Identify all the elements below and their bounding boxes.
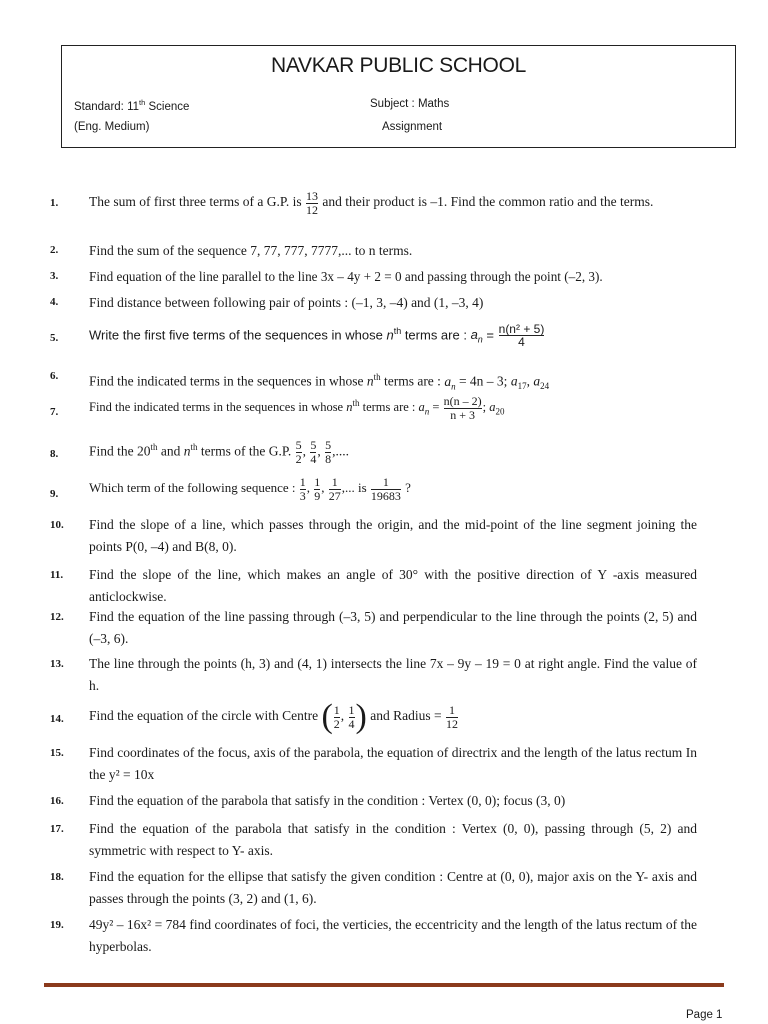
- assignment-label: Assignment: [382, 121, 443, 133]
- question-text: Find the equation of the parabola that satisfy in the condition : Vertex (0, 0); focus (3, 0): [89, 793, 566, 808]
- question-text: Find distance between following pair of points : (–1, 3, –4) and (1, –3, 4): [89, 295, 484, 310]
- question-text: Find the indicated terms in the sequences in whose $n^{th}$ terms are : $a_n$ = $\frac{n(n - 2)}{n + 3}$ ; $a_{20}$: [89, 394, 505, 422]
- page-number: Page 1: [686, 1009, 723, 1021]
- medium-label: (Eng. Medium): [74, 121, 150, 133]
- question-text: Find the equation of the circle with Centre ( $\frac{1}{2}$ , $\frac{1}{4}$ ) and Radius = $\frac{1}{12}$: [89, 698, 458, 735]
- footer-rule: [44, 983, 724, 987]
- question-text: Find the slope of a line, which passes through the origin, and the mid-point of the line segment joining the points P(0, –4) and B(8, 0).: [89, 517, 697, 554]
- question-text: Find equation of the line parallel to the line 3x – 4y + 2 = 0 and passing through the point (–2, 3).: [89, 269, 603, 284]
- question-text: Find the sum of the sequence 7, 77, 777, 7777,... to n terms.: [89, 243, 413, 258]
- fraction: $\frac{\text{n(n² + 5)}}{4}$: [498, 321, 545, 350]
- question-text: Find the equation of the parabola that satisfy in the condition : Vertex (0, 0), passing through (5, 2) and symmetric with respect to Y- axis.: [89, 821, 697, 858]
- question-text: The line through the points (h, 3) and (4, 1) intersects the line 7x – 9y – 19 = 0 at right angle. Find the value of h.: [89, 656, 697, 693]
- subject-label: Subject : Maths: [370, 98, 450, 110]
- question-text: Find coordinates of the focus, axis of the parabola, the equation of directrix and the length of the latus rectum In the y² = 10x: [89, 745, 697, 782]
- question-text: Find the equation for the ellipse that satisfy the given condition : Centre at (0, 0), major axis on the Y- axis and passes through the points (3, 2) and (1, 6).: [89, 869, 697, 906]
- question-text: Find the equation of the line passing through (–3, 5) and perpendicular to the line through the points (2, 5) and (–3, 6).: [89, 609, 697, 646]
- fraction: $\frac{13}{12}$: [305, 189, 318, 217]
- question-text: Find the 20th and $n^{th}$ terms of the G.P. $\frac{5}{2}$ , $\frac{5}{4}$ , $\frac{5}{8}$ ,....: [89, 438, 350, 466]
- question-text: Write the first five terms of the sequences in whose $n^{th}$ terms are : $a_n$ = $\frac{\text{n(n² + 5)}}{4}$: [89, 321, 545, 350]
- question-text: Find the indicated terms in the sequences in whose $n^{th}$ terms are : $a_n = 4n - 3$; $a_{17}$, $a_{24}$: [89, 372, 550, 392]
- standard-label: Standard: 11th Science: [74, 98, 190, 113]
- question-text: Which term of the following sequence : $\frac{1}{3}$ , $\frac{1}{9}$ , $\frac{1}{27}$ ,... is $\frac{1}{19683}$ ?: [89, 475, 411, 503]
- school-name: NAVKAR PUBLIC SCHOOL: [270, 54, 526, 77]
- fraction: $\frac{n(n - 2)}{n + 3}$: [443, 394, 482, 422]
- question-text: Find the slope of the line, which makes an angle of 30° with the positive direction of Y -axis measured anticlockwise.: [89, 567, 697, 604]
- header-box: [61, 45, 736, 148]
- question-text: The sum of first three terms of a G.P. is $\frac{13}{12}$ and their product is –1. Find the common ratio and the terms.: [89, 189, 654, 217]
- question-text: 49y² – 16x² = 784 find coordinates of foci, the verticies, the eccentricity and the length of the latus rectum of the hyperbolas.: [89, 917, 697, 954]
